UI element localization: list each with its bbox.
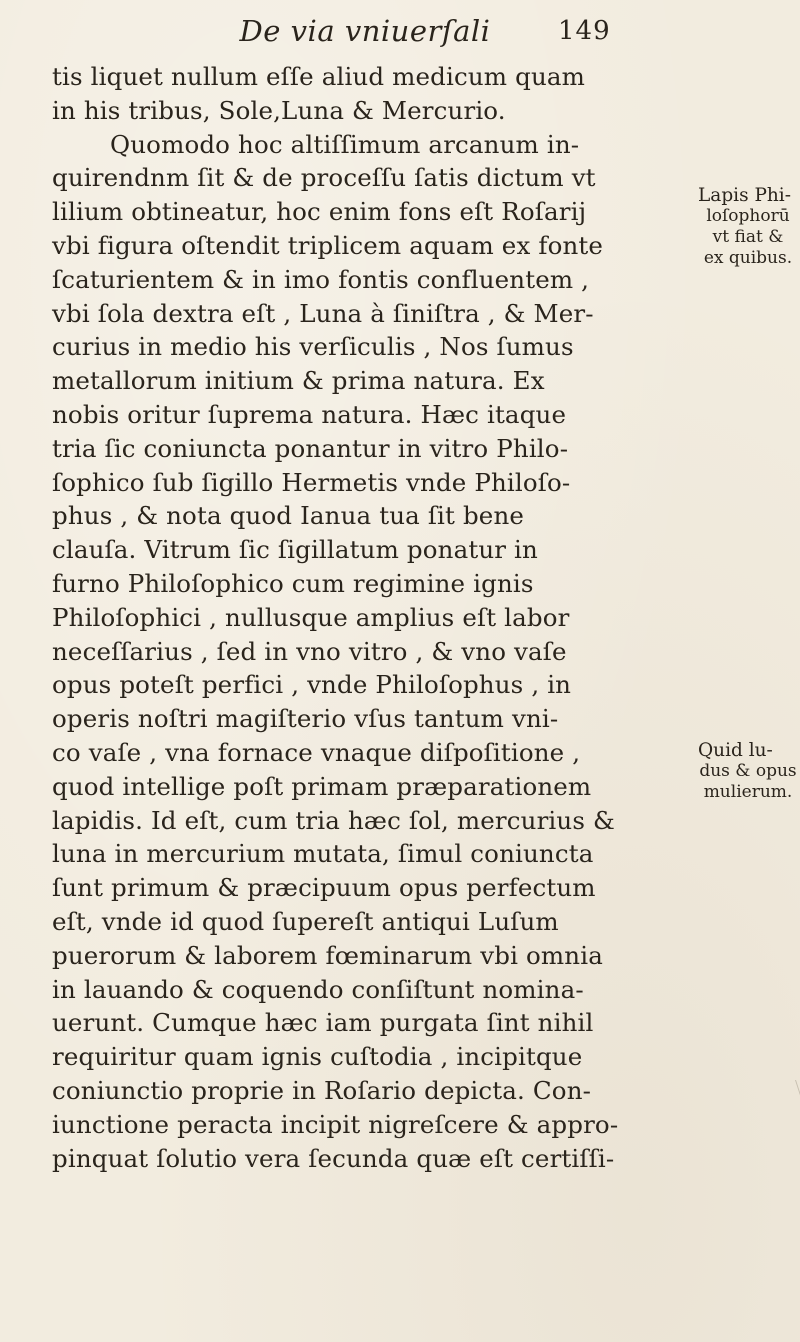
text-line: clauſa. Vitrum ſic ſigillatum ponatur in — [52, 535, 538, 565]
page-number: 149 — [558, 16, 611, 46]
text-line: puerorum & laborem fœminarum vbi omnia — [52, 940, 603, 970]
text-line: pinquat ſolutio vera ſecunda quæ eſt certiſſi- — [52, 1143, 615, 1173]
text-line: tis liquet nullum eſſe aliud medicum quam — [52, 62, 586, 91]
text-line: metallorum initium & prima natura. Ex — [52, 366, 545, 396]
text-line: in lauando & coquendo conſiſtunt nomina- — [52, 974, 584, 1004]
margin-note-line: ex quibus. — [703, 248, 793, 268]
text-line: vbi figura oſtendit triplicem aquam ex fonte — [52, 230, 604, 260]
text-line: neceſſarius , ſed in vno vitro , & vno vaſe — [52, 636, 567, 666]
text-line: in his tribus, Sole,Luna & Mercurio. — [52, 95, 506, 125]
text-line: opus poteſt perfici , vnde Philoſophus , in — [52, 670, 572, 700]
text-line: ſunt primum & præcipuum opus perfectum — [52, 873, 596, 903]
text-line: furno Philoſophico cum regimine ignis — [52, 568, 534, 598]
text-line: lapidis. Id eſt, cum tria hæc ſol, mercurius & — [52, 805, 615, 835]
text-line: ſcaturientem & in imo fontis confluentem , — [52, 264, 590, 294]
margin-note-line: loſophorū — [706, 206, 790, 226]
page-fold-shadow — [700, 1080, 800, 1320]
text-line: curius in medio his verſiculis , Nos ſumus — [52, 332, 574, 362]
text-line: iunctione peracta incipit nigreſcere & appro- — [52, 1109, 619, 1139]
text-line: ſophico ſub ſigillo Hermetis vnde Philoſo- — [52, 467, 571, 497]
text-line: quod intellige poſt primam præparationem — [52, 771, 592, 801]
text-line: operis noſtri magiſterio vſus tantum vni- — [52, 704, 559, 734]
margin-note-line: mulierum. — [703, 782, 793, 802]
text-line: quirendnm ſit & de proceſſu ſatis dictum vt — [52, 163, 596, 193]
margin-note-ludus — [698, 740, 798, 803]
running-title: De via vniuerſali — [239, 14, 491, 48]
text-line: vbi ſola dextra eſt , Luna à ſiniſtra , & Mer- — [52, 298, 594, 328]
margin-note-line: vt fiat & — [712, 227, 784, 247]
text-line: Philoſophici , nullusque amplius eſt labor — [52, 602, 570, 632]
text-line: Quomodo hoc altiſſimum arcanum in- — [110, 129, 580, 159]
text-line: luna in mercurium mutata, ſimul coniuncta — [52, 839, 594, 869]
margin-note-line: dus & opus — [699, 761, 797, 781]
text-line: coniunctio proprie in Roſario depicta. Con- — [52, 1075, 592, 1105]
text-line: eſt, vnde id quod ſupereſt antiqui Luſum — [52, 906, 559, 936]
margin-note-line: Lapis Phi- — [698, 185, 791, 206]
text-line: uerunt. Cumque hæc iam purgata ſint nihil — [52, 1008, 594, 1038]
margin-note-line: Quid lu- — [698, 740, 773, 761]
main-text — [52, 60, 692, 1175]
text-line: lilium obtineatur, hoc enim fons eſt Roſarij — [52, 197, 587, 227]
text-line: requiritur quam ignis cuſtodia , incipitque — [52, 1042, 583, 1072]
text-line: phus , & nota quod Ianua tua ſit bene — [52, 501, 525, 531]
text-line: nobis oritur ſuprema natura. Hæc itaque — [52, 399, 567, 429]
margin-note-lapis — [698, 185, 798, 269]
text-line: tria ſic coniuncta ponantur in vitro Philo- — [52, 433, 569, 463]
text-line: co vaſe , vna fornace vnaque diſpoſitione , — [52, 737, 581, 767]
running-head — [0, 14, 800, 54]
